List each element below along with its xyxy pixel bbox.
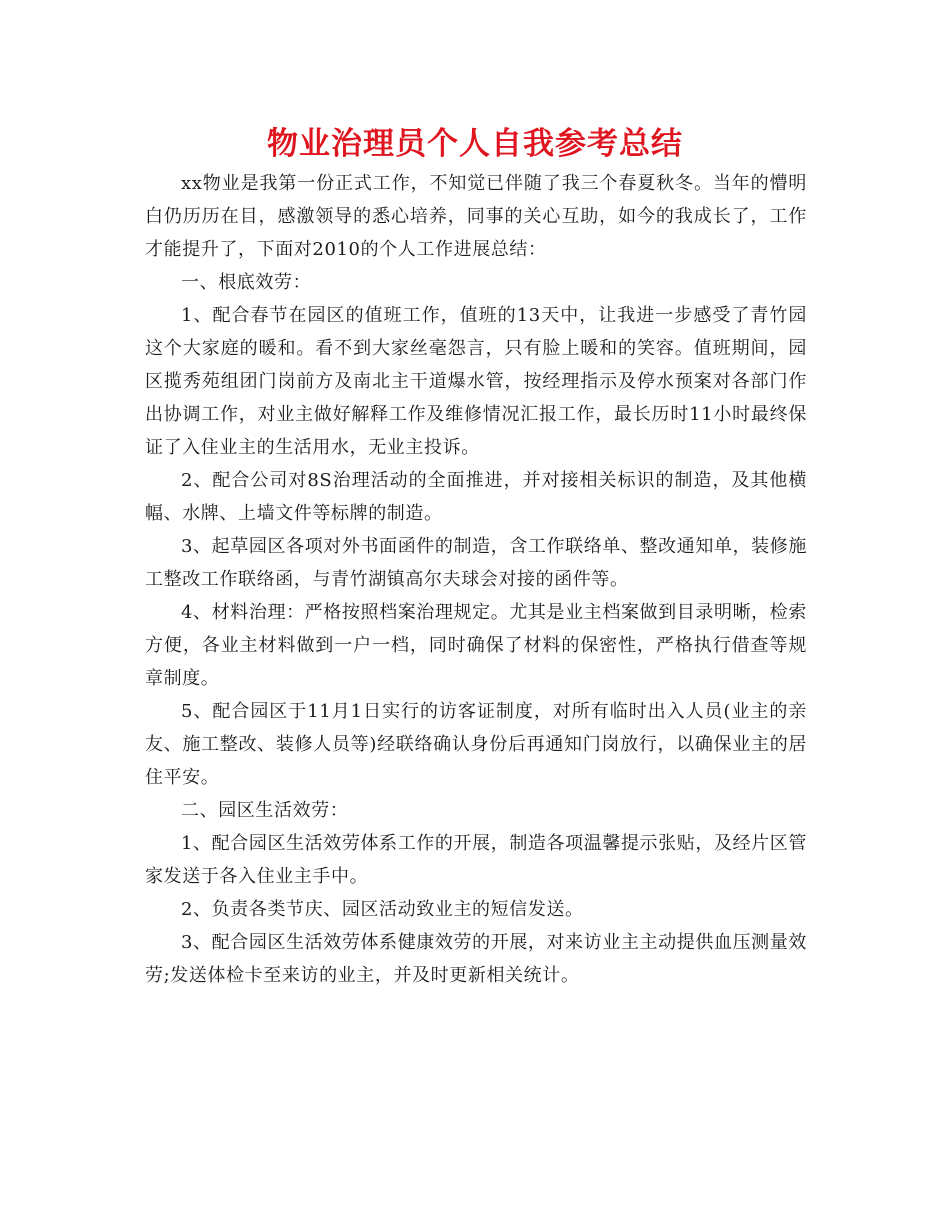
section-heading-life-service: 二、园区生活效劳： xyxy=(181,800,349,821)
section-heading-basic-service: 一、根底效劳： xyxy=(181,272,312,293)
paragraph-life-3: 3、配合园区生活效劳体系健康效劳的开展，对来访业主主动提供血压测量效劳;发送体检卡至来访的业主，并及时更新相关统计。 xyxy=(145,932,807,986)
document-body xyxy=(145,167,807,992)
paragraph-basic-1: 1、配合春节在园区的值班工作，值班的13天中，让我进一步感受了青竹园这个大家庭的暖和。看不到大家丝毫怨言，只有脸上暖和的笑容。值班期间，园区揽秀苑组团门岗前方及南北主干道爆水管，按经理指示及停水预案对各部门作出协调工作，对业主做好解释工作及维修情况汇报工作，最长历时11小时最终保证了入住业主的生活用水，无业主投诉。 xyxy=(145,305,807,458)
paragraph-intro: xx物业是我第一份正式工作，不知觉已伴随了我三个春夏秋冬。当年的懵明白仍历历在目，感激领导的悉心培养，同事的关心互助，如今的我成长了，工作才能提升了，下面对2010的个人工作进展总结： xyxy=(145,173,807,260)
paragraph-basic-3: 3、起草园区各项对外书面函件的制造，含工作联络单、整改通知单，装修施工整改工作联络函，与青竹湖镇高尔夫球会对接的函件等。 xyxy=(145,536,807,590)
paragraph-life-1: 1、配合园区生活效劳体系工作的开展，制造各项温馨提示张贴，及经片区管家发送于各入住业主手中。 xyxy=(145,833,807,887)
document-title: 物业治理员个人自我参考总结 xyxy=(267,126,683,162)
paragraph-basic-4: 4、材料治理：严格按照档案治理规定。尤其是业主档案做到目录明晰，检索方便，各业主材料做到一户一档，同时确保了材料的保密性，严格执行借查等规章制度。 xyxy=(145,602,807,689)
paragraph-life-2: 2、负责各类节庆、园区活动致业主的短信发送。 xyxy=(181,899,584,920)
paragraph-basic-2: 2、配合公司对8S治理活动的全面推进，并对接相关标识的制造，及其他横幅、水牌、上墙文件等标牌的制造。 xyxy=(145,470,807,524)
paragraph-basic-5: 5、配合园区于11月1日实行的访客证制度，对所有临时出入人员(业主的亲友、施工整改、装修人员等)经联络确认身份后再通知门岗放行，以确保业主的居住平安。 xyxy=(145,701,807,788)
